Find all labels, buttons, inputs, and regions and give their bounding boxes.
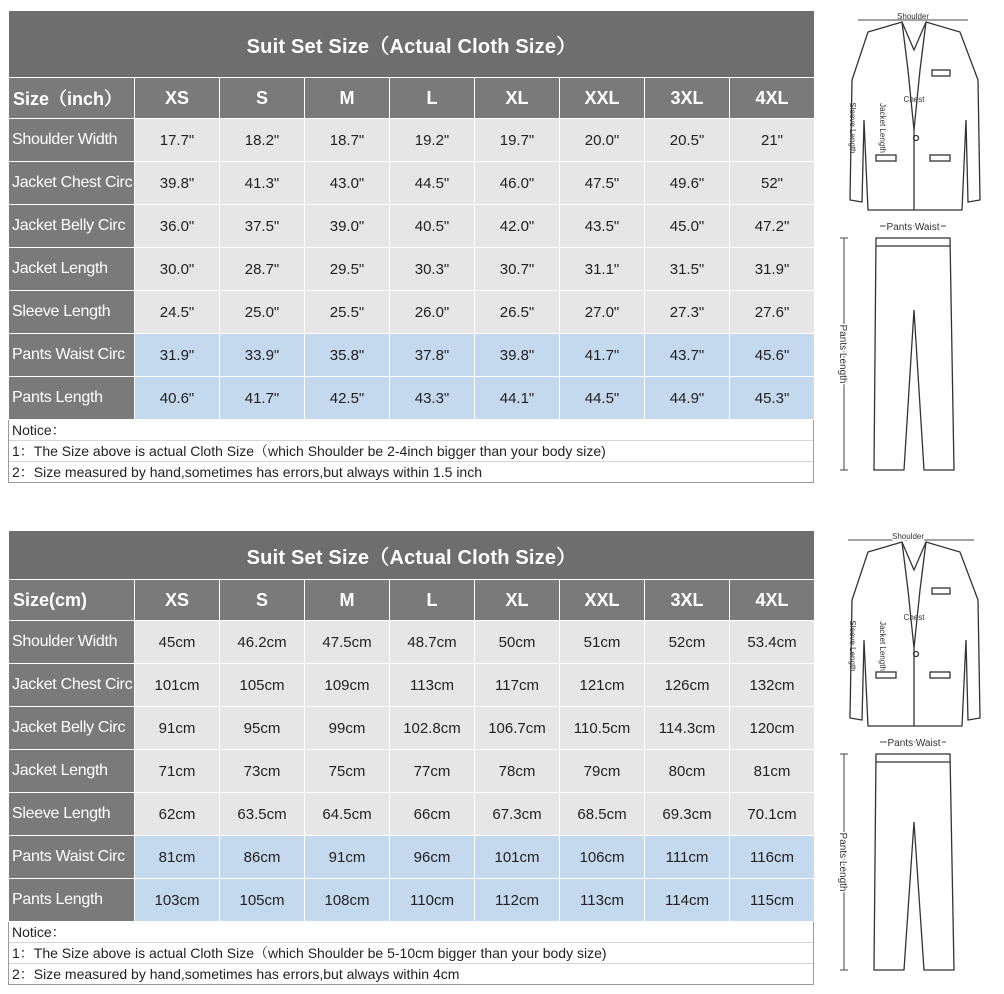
header-cell-size-unit: Size（inch）: [9, 78, 135, 119]
header-cell-3xl: 3XL: [645, 78, 730, 119]
size-value-cell: 42.5": [305, 377, 390, 420]
size-value-cell: 44.5": [560, 377, 645, 420]
header-cell-xl: XL: [475, 78, 560, 119]
shoulder-label: Shoulder: [891, 532, 925, 541]
size-value-cell: 80cm: [645, 750, 730, 793]
header-cell-3xl: 3XL: [645, 580, 730, 621]
header-row: [9, 580, 815, 621]
header-cell-xs: XS: [135, 78, 220, 119]
header-cell-m: M: [305, 78, 390, 119]
row-label: Sleeve Length: [9, 793, 135, 836]
row-label: Jacket Belly Circ: [9, 205, 135, 248]
header-row: [9, 78, 815, 119]
size-value-cell: 20.5": [645, 119, 730, 162]
size-value-cell: 37.5": [220, 205, 305, 248]
size-value-cell: 120cm: [730, 707, 815, 750]
size-value-cell: 113cm: [560, 879, 645, 922]
size-value-cell: 68.5cm: [560, 793, 645, 836]
notice-line-1: 1：The Size above is actual Cloth Size（which Shoulder be 2-4inch bigger than your body size): [9, 440, 813, 461]
table-row: [9, 291, 815, 334]
row-label: Pants Waist Circ: [9, 334, 135, 377]
size-value-cell: 116cm: [730, 836, 815, 879]
size-value-cell: 43.5": [560, 205, 645, 248]
size-value-cell: 126cm: [645, 664, 730, 707]
size-value-cell: 27.0": [560, 291, 645, 334]
size-value-cell: 25.0": [220, 291, 305, 334]
size-value-cell: 78cm: [475, 750, 560, 793]
notice-heading: Notice：: [12, 422, 66, 438]
notice-heading: Notice：: [12, 924, 66, 940]
shoulder-label: Shoulder: [896, 12, 930, 21]
row-label: Shoulder Width: [9, 621, 135, 664]
suit-diagram-svg: [828, 530, 1000, 982]
size-value-cell: 47.5cm: [305, 621, 390, 664]
notice-box: [8, 922, 814, 985]
table-row: [9, 377, 815, 420]
row-label: Pants Length: [9, 377, 135, 420]
notice-line-2: 2：Size measured by hand,sometimes has errors,but always within 1.5 inch: [9, 461, 813, 482]
size-value-cell: 101cm: [135, 664, 220, 707]
chest-label: Chest: [903, 95, 925, 104]
size-value-cell: 105cm: [220, 879, 305, 922]
size-value-cell: 33.9": [220, 334, 305, 377]
jacket-length-label: Jacket Length: [878, 621, 887, 671]
row-label: Jacket Length: [9, 750, 135, 793]
table-title: Suit Set Size（Actual Cloth Size）: [9, 531, 815, 580]
size-value-cell: 41.7": [220, 377, 305, 420]
size-value-cell: 67.3cm: [475, 793, 560, 836]
header-cell-s: S: [220, 580, 305, 621]
size-value-cell: 44.5": [390, 162, 475, 205]
size-value-cell: 47.2": [730, 205, 815, 248]
header-cell-s: S: [220, 78, 305, 119]
size-value-cell: 99cm: [305, 707, 390, 750]
size-value-cell: 50cm: [475, 621, 560, 664]
size-value-cell: 39.8": [475, 334, 560, 377]
size-value-cell: 45.3": [730, 377, 815, 420]
size-value-cell: 29.5": [305, 248, 390, 291]
header-cell-l: L: [390, 580, 475, 621]
row-label: Jacket Chest Circ: [9, 664, 135, 707]
table-row: [9, 836, 815, 879]
size-value-cell: 53.4cm: [730, 621, 815, 664]
size-value-cell: 51cm: [560, 621, 645, 664]
pants-outline: [874, 754, 954, 970]
size-value-cell: 105cm: [220, 664, 305, 707]
size-value-cell: 112cm: [475, 879, 560, 922]
size-value-cell: 30.3": [390, 248, 475, 291]
size-value-cell: 49.6": [645, 162, 730, 205]
row-label: Shoulder Width: [9, 119, 135, 162]
size-value-cell: 24.5": [135, 291, 220, 334]
size-value-cell: 20.0": [560, 119, 645, 162]
size-value-cell: 77cm: [390, 750, 475, 793]
pants-length-label: Pants Length: [837, 324, 848, 384]
size-value-cell: 26.5": [475, 291, 560, 334]
size-value-cell: 26.0": [390, 291, 475, 334]
size-value-cell: 45.0": [645, 205, 730, 248]
size-value-cell: 44.9": [645, 377, 730, 420]
size-value-cell: 35.8": [305, 334, 390, 377]
header-cell-xl: XL: [475, 580, 560, 621]
size-value-cell: 31.5": [645, 248, 730, 291]
size-value-cell: 101cm: [475, 836, 560, 879]
size-value-cell: 109cm: [305, 664, 390, 707]
header-cell-l: L: [390, 78, 475, 119]
suit-diagram-svg: [828, 10, 1000, 486]
row-label: Pants Waist Circ: [9, 836, 135, 879]
size-value-cell: 40.6": [135, 377, 220, 420]
table-row: [9, 248, 815, 291]
size-value-cell: 114cm: [645, 879, 730, 922]
size-value-cell: 113cm: [390, 664, 475, 707]
table-body: [9, 621, 815, 922]
size-value-cell: 46.0": [475, 162, 560, 205]
size-value-cell: 39.8": [135, 162, 220, 205]
size-value-cell: 28.7": [220, 248, 305, 291]
size-value-cell: 91cm: [305, 836, 390, 879]
size-chart-cm: [8, 530, 814, 985]
size-value-cell: 115cm: [730, 879, 815, 922]
size-value-cell: 40.5": [390, 205, 475, 248]
pants-waist-label: Pants Waist: [886, 222, 940, 233]
table-row: [9, 162, 815, 205]
row-label: Jacket Belly Circ: [9, 707, 135, 750]
size-value-cell: 75cm: [305, 750, 390, 793]
size-value-cell: 41.3": [220, 162, 305, 205]
row-label: Pants Length: [9, 879, 135, 922]
size-value-cell: 108cm: [305, 879, 390, 922]
size-value-cell: 111cm: [645, 836, 730, 879]
size-value-cell: 66cm: [390, 793, 475, 836]
size-table-inch: [8, 10, 815, 420]
size-value-cell: 46.2cm: [220, 621, 305, 664]
header-cell-xxl: XXL: [560, 78, 645, 119]
size-value-cell: 117cm: [475, 664, 560, 707]
size-table-cm: [8, 530, 815, 922]
size-value-cell: 86cm: [220, 836, 305, 879]
size-value-cell: 30.0": [135, 248, 220, 291]
size-value-cell: 52": [730, 162, 815, 205]
size-value-cell: 31.9": [730, 248, 815, 291]
size-value-cell: 114.3cm: [645, 707, 730, 750]
size-value-cell: 45cm: [135, 621, 220, 664]
size-value-cell: 47.5": [560, 162, 645, 205]
suit-measurement-diagram: [828, 530, 1000, 982]
size-value-cell: 42.0": [475, 205, 560, 248]
pants-length-label: Pants Length: [837, 832, 848, 892]
size-value-cell: 44.1": [475, 377, 560, 420]
size-value-cell: 52cm: [645, 621, 730, 664]
size-value-cell: 17.7": [135, 119, 220, 162]
size-value-cell: 103cm: [135, 879, 220, 922]
row-label: Sleeve Length: [9, 291, 135, 334]
sleeve-length-label: Sleeve Length: [848, 620, 857, 672]
size-value-cell: 110cm: [390, 879, 475, 922]
notice-line-1: 1：The Size above is actual Cloth Size（which Shoulder be 5-10cm bigger than your body size): [9, 942, 813, 963]
size-value-cell: 81cm: [135, 836, 220, 879]
size-value-cell: 63.5cm: [220, 793, 305, 836]
size-value-cell: 18.2": [220, 119, 305, 162]
size-value-cell: 19.2": [390, 119, 475, 162]
header-cell-size-unit: Size(cm): [9, 580, 135, 621]
notice-box: [8, 420, 814, 483]
size-value-cell: 106.7cm: [475, 707, 560, 750]
size-value-cell: 71cm: [135, 750, 220, 793]
size-value-cell: 31.1": [560, 248, 645, 291]
table-row: [9, 750, 815, 793]
table-row: [9, 879, 815, 922]
table-title: Suit Set Size（Actual Cloth Size）: [9, 11, 815, 78]
size-value-cell: 31.9": [135, 334, 220, 377]
size-value-cell: 121cm: [560, 664, 645, 707]
sleeve-length-label: Sleeve Length: [848, 102, 857, 154]
table-row: [9, 119, 815, 162]
suit-measurement-diagram: [828, 10, 1000, 486]
size-value-cell: 102.8cm: [390, 707, 475, 750]
size-value-cell: 106cm: [560, 836, 645, 879]
size-value-cell: 81cm: [730, 750, 815, 793]
header-cell-4xl: 4XL: [730, 78, 815, 119]
size-value-cell: 96cm: [390, 836, 475, 879]
size-value-cell: 132cm: [730, 664, 815, 707]
size-value-cell: 25.5": [305, 291, 390, 334]
size-value-cell: 36.0": [135, 205, 220, 248]
size-value-cell: 27.3": [645, 291, 730, 334]
size-value-cell: 69.3cm: [645, 793, 730, 836]
row-label: Jacket Chest Circ: [9, 162, 135, 205]
table-row: [9, 334, 815, 377]
pants-outline: [874, 238, 954, 470]
notice-line-2: 2：Size measured by hand,sometimes has errors,but always within 4cm: [9, 963, 813, 984]
size-value-cell: 48.7cm: [390, 621, 475, 664]
pants-waist-label: Pants Waist: [887, 738, 941, 749]
table-row: [9, 664, 815, 707]
size-value-cell: 62cm: [135, 793, 220, 836]
size-value-cell: 45.6": [730, 334, 815, 377]
header-cell-4xl: 4XL: [730, 580, 815, 621]
size-value-cell: 95cm: [220, 707, 305, 750]
header-cell-xs: XS: [135, 580, 220, 621]
size-value-cell: 21": [730, 119, 815, 162]
size-value-cell: 43.3": [390, 377, 475, 420]
size-value-cell: 37.8": [390, 334, 475, 377]
row-label: Jacket Length: [9, 248, 135, 291]
table-row: [9, 621, 815, 664]
size-chart-inch: [8, 10, 814, 483]
table-row: [9, 205, 815, 248]
size-value-cell: 79cm: [560, 750, 645, 793]
table-row: [9, 793, 815, 836]
size-value-cell: 43.7": [645, 334, 730, 377]
chest-label: Chest: [903, 613, 925, 622]
size-value-cell: 64.5cm: [305, 793, 390, 836]
header-cell-m: M: [305, 580, 390, 621]
size-value-cell: 27.6": [730, 291, 815, 334]
table-body: [9, 119, 815, 420]
header-cell-xxl: XXL: [560, 580, 645, 621]
size-value-cell: 18.7": [305, 119, 390, 162]
size-value-cell: 110.5cm: [560, 707, 645, 750]
size-value-cell: 70.1cm: [730, 793, 815, 836]
size-value-cell: 41.7": [560, 334, 645, 377]
size-value-cell: 73cm: [220, 750, 305, 793]
size-value-cell: 91cm: [135, 707, 220, 750]
size-value-cell: 19.7": [475, 119, 560, 162]
size-value-cell: 39.0": [305, 205, 390, 248]
size-value-cell: 43.0": [305, 162, 390, 205]
table-row: [9, 707, 815, 750]
size-value-cell: 30.7": [475, 248, 560, 291]
jacket-length-label: Jacket Length: [878, 103, 887, 153]
